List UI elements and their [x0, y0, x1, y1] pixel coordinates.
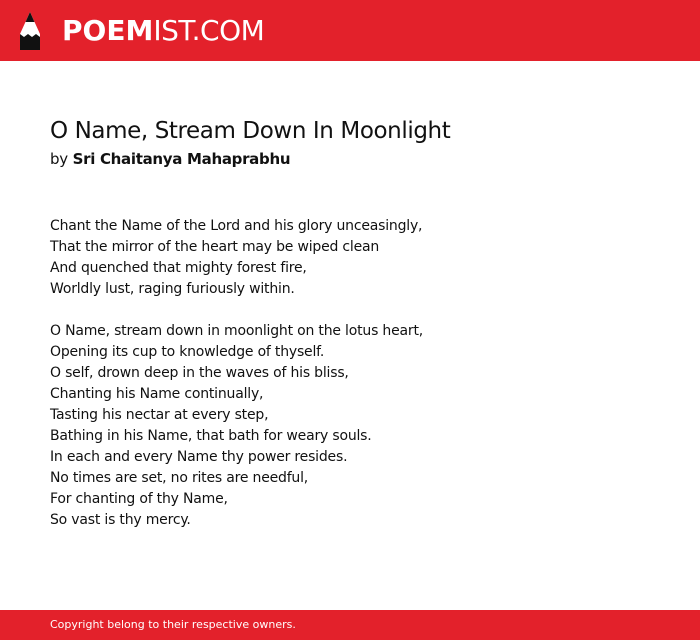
poem-line: And quenched that mighty forest fire,: [50, 260, 307, 276]
poem-line: Worldly lust, raging furiously within.: [50, 281, 295, 297]
logo-text-light: IST.COM: [153, 14, 265, 47]
poem-line: Chanting his Name continually,: [50, 386, 264, 402]
site-footer: [0, 610, 700, 640]
poem-title: O Name, Stream Down In Moonlight: [50, 118, 451, 144]
poem-line: So vast is thy mercy.: [50, 512, 191, 528]
poem-line: Bathing in his Name, that bath for weary souls.: [50, 428, 372, 444]
site-logo[interactable]: [18, 10, 264, 52]
poem-content: [50, 116, 670, 552]
poem-line: For chanting of thy Name,: [50, 491, 228, 507]
poem-body: [50, 216, 670, 531]
stanza-1: [50, 216, 670, 300]
by-label: by: [50, 150, 68, 168]
poem-line: No times are set, no rites are needful,: [50, 470, 309, 486]
poem-line: Tasting his nectar at every step,: [50, 407, 269, 423]
author-link[interactable]: Sri Chaitanya Mahaprabhu: [72, 150, 291, 168]
site-header: [0, 0, 700, 61]
poem-line: Opening its cup to knowledge of thyself.: [50, 344, 325, 360]
poem-line: O Name, stream down in moonlight on the lotus heart,: [50, 323, 423, 339]
copyright-text: Copyright belong to their respective owners.: [50, 618, 296, 631]
poem-line: Chant the Name of the Lord and his glory unceasingly,: [50, 218, 423, 234]
stanza-2: [50, 321, 670, 531]
logo-text-strong: POEM: [62, 14, 154, 47]
poem-line: O self, drown deep in the waves of his bliss,: [50, 365, 349, 381]
byline: [50, 148, 670, 170]
pencil-icon: [18, 10, 42, 52]
poem-line: In each and every Name thy power resides.: [50, 449, 348, 465]
poem-line: That the mirror of the heart may be wiped clean: [50, 239, 380, 255]
logo-text: [62, 10, 264, 52]
